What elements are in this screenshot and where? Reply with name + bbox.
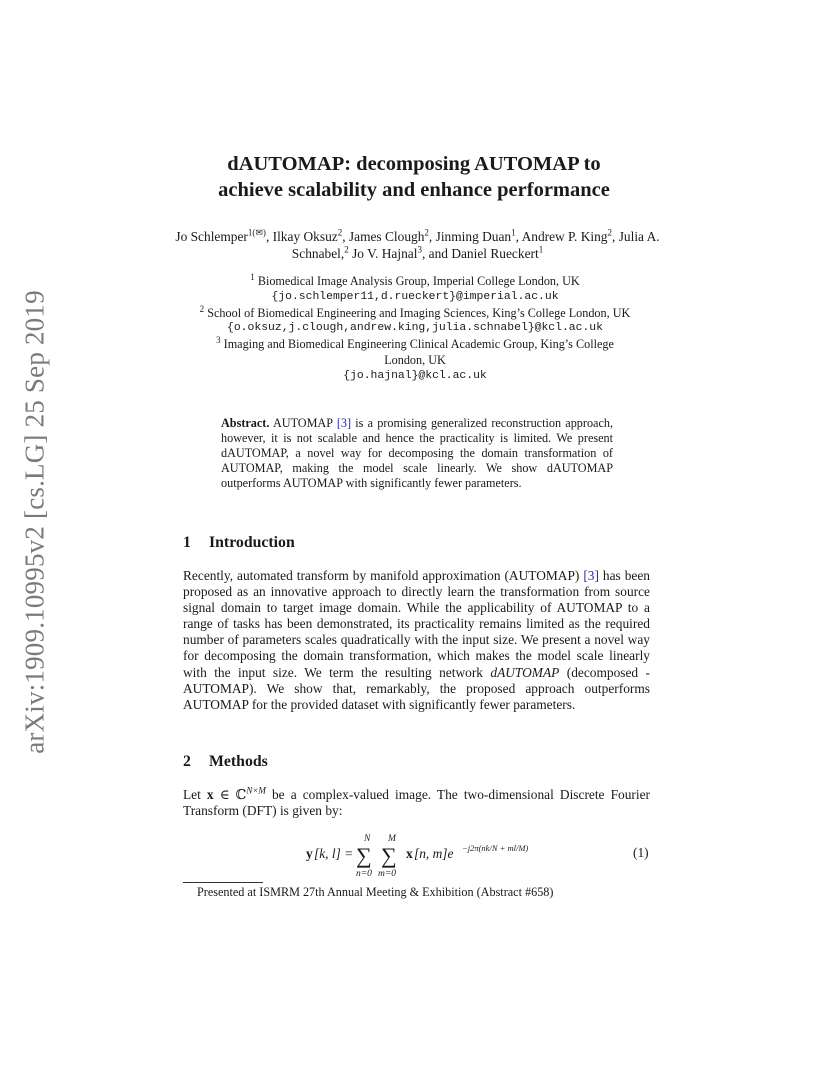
- math-superscript: N×M: [246, 785, 266, 796]
- affiliation-name-continued: London, UK: [384, 352, 446, 367]
- section-number: 1: [183, 534, 191, 551]
- author-affil-mark: 3: [417, 244, 422, 255]
- abstract-text: AUTOMAP: [269, 416, 337, 430]
- math-symbol: x: [206, 787, 214, 802]
- author-affil-mark: 2: [337, 227, 343, 238]
- author-name: , James Clough: [342, 229, 425, 244]
- methods-paragraph: [183, 787, 650, 819]
- author-list: [175, 228, 660, 262]
- author-affil-mark: 1: [511, 227, 516, 238]
- math-text: ∈ ℂ: [213, 787, 247, 802]
- sum-lower-limit: n=0: [356, 869, 372, 879]
- affiliation-email: {o.oksuz,j.clough,andrew.king,julia.schnabel}@kcl.ac.uk: [227, 322, 603, 335]
- summation-symbol: ∑: [381, 843, 397, 868]
- affiliation-email: {jo.hajnal}@kcl.ac.uk: [343, 369, 487, 382]
- section-title: Introduction: [209, 534, 295, 551]
- sum-lower-limit: m=0: [378, 869, 397, 879]
- affiliations: [160, 271, 670, 385]
- affiliation-1: [160, 271, 670, 290]
- author-name: , Julia A. Schnabel,: [291, 229, 660, 261]
- section-number: 2: [183, 753, 191, 770]
- affiliation-email: {jo.schlemper11,d.rueckert}@imperial.ac.uk: [271, 290, 559, 303]
- equation-lhs: y: [306, 846, 313, 861]
- author-affil-mark: 2: [344, 244, 349, 255]
- author-name: Jo V. Hajnal: [348, 246, 418, 261]
- affiliation-2: [160, 303, 670, 322]
- model-name: dAUTOMAP: [490, 664, 560, 680]
- author-affil-mark: 2: [607, 227, 613, 238]
- equation-term-args: [n, m]e: [414, 846, 454, 861]
- affiliation-number: 3: [216, 335, 221, 346]
- dft-equation: [300, 830, 560, 880]
- author-name: , Jinming Duan: [428, 229, 512, 244]
- section-heading-introduction: [183, 534, 295, 552]
- equation-lhs-args: [k, l] =: [314, 846, 354, 861]
- abstract-text: is a promising generalized reconstruction approach, however, it is not scalable and hence the practicality is limited. We present dAUTOMAP, a novel way for decomposing the domain transformation of AUTOMAP, making the model scale linearly. We show dAUTOMAP outperforms AUTOMAP with significantly fewer parameters.: [221, 416, 613, 491]
- affiliation-name: Biomedical Image Analysis Group, Imperial College London, UK: [257, 274, 580, 288]
- affiliation-name: School of Biomedical Engineering and Imaging Sciences, King’s College London, UK: [207, 305, 631, 320]
- footnote: Presented at ISMRM 27th Annual Meeting & Exhibition (Abstract #658): [197, 885, 554, 899]
- citation-link[interactable]: [3]: [583, 568, 599, 583]
- equation-number: (1): [633, 845, 649, 860]
- section-heading-methods: [183, 753, 268, 771]
- abstract: [221, 416, 613, 491]
- author-name: , and Daniel Rueckert: [421, 246, 539, 261]
- paragraph-text: Recently, automated transform by manifold approximation (AUTOMAP): [183, 568, 584, 583]
- arxiv-stamp: [14, 287, 56, 757]
- paragraph-text: has been proposed as an innovative approach to directly learn the transformation from source signal domain to target image domain. While the applicability of AUTOMAP to a range of tasks has been demonstrated, its practicality remains limited as the required number of parameters scales quadratically with the input size. We present a novel way for decomposing the domain transformation, which makes the model scale linearly with the input size. We term the resulting network: [183, 568, 650, 680]
- equation-term: x: [406, 846, 413, 861]
- summation-symbol: ∑: [356, 843, 372, 868]
- author-name: , Ilkay Oksuz: [265, 229, 338, 244]
- arxiv-id-text: arXiv:1909.10995v2 [cs.LG] 25 Sep 2019: [19, 290, 50, 754]
- author-affil-mark: 2: [424, 227, 429, 238]
- affiliation-number: 1: [250, 271, 255, 282]
- section-title: Methods: [209, 753, 268, 770]
- paragraph-text: be a complex-valued image. The two-dimensional Discrete Fourier Transform (DFT) is given by:: [183, 787, 650, 819]
- sum-upper-limit: M: [388, 834, 396, 844]
- author-affil-mark: 1: [538, 244, 544, 255]
- title-line-2: achieve scalability and enhance performance: [218, 179, 610, 201]
- citation-link[interactable]: [3]: [336, 416, 352, 430]
- introduction-paragraph: [183, 568, 650, 713]
- affiliation-number: 2: [199, 303, 205, 314]
- author-name: , Andrew P. King: [515, 229, 608, 244]
- affiliation-name: Imaging and Biomedical Engineering Clinical Academic Group, King’s College: [223, 337, 614, 352]
- title-line-1: dAUTOMAP: decomposing AUTOMAP to: [227, 153, 601, 175]
- abstract-label: Abstract.: [221, 416, 270, 430]
- footnote-divider: [183, 882, 263, 883]
- author-name: Jo Schlemper: [175, 229, 248, 244]
- paper-title: [120, 151, 708, 203]
- author-affil-mark: 1(✉): [247, 227, 266, 238]
- paragraph-text: Let: [183, 787, 207, 802]
- paragraph-text: (decomposed - AUTOMAP). We show that, remarkably, the proposed approach outperforms AUTOMAP for the provided dataset with significantly fewer parameters.: [183, 664, 650, 712]
- affiliation-3: [160, 337, 670, 353]
- sum-upper-limit: N: [364, 834, 371, 844]
- equation-exponent: −j2π(nk/N + ml/M): [462, 843, 529, 853]
